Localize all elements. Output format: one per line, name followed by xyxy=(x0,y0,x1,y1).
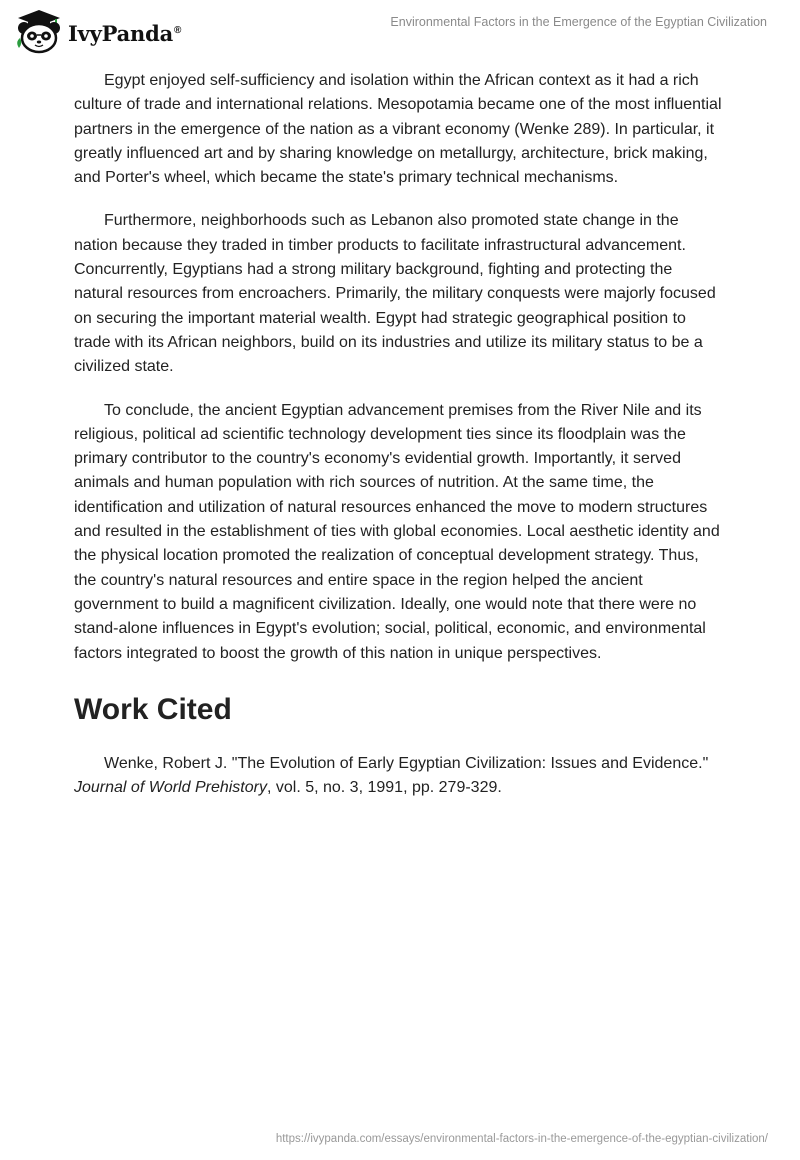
works-cited-heading: Work Cited xyxy=(74,692,232,726)
document-title: Environmental Factors in the Emergence of the Egyptian Civilization xyxy=(390,15,767,29)
ivypanda-logo[interactable] xyxy=(14,8,181,54)
citation-journal: Journal of World Prehistory xyxy=(74,779,267,797)
body-paragraph: To conclude, the ancient Egyptian advancement premises from the River Nile and its religious, political ad scientific technology development ties since its floodplain was the primary contributor to the country's economy's evidential growth. Importantly, it served animals and human population with rich sources of nutrition. At the same time, the identification and utilization of natural resources enhanced the move to modern structures and resulted in the establishment of ties with global economies. Local aesthetic identity and the physical location promoted the realization of conceptual development strategy. Thus, the country's natural resources and entire space in the region helped the ancient government to build a magnificent civilization. Ideally, one would note that there were no stand-alone influences in Egypt's evolution; social, political, economic, and environmental factors integrated to boost the growth of this nation in unique perspectives. xyxy=(74,401,720,662)
citation-details: , vol. 5, no. 3, 1991, pp. 279-329. xyxy=(266,779,502,797)
essay-content xyxy=(74,69,724,800)
logo-wordmark: IvyPanda® xyxy=(68,20,182,46)
panda-graduate-icon xyxy=(14,8,64,54)
registered-mark: ® xyxy=(174,24,182,36)
page-header xyxy=(0,0,800,60)
citation-author-title: Wenke, Robert J. "The Evolution of Early Egyptian Civilization: Issues and Evidence." xyxy=(104,754,709,772)
source-url[interactable]: https://ivypanda.com/essays/environmental-factors-in-the-emergence-of-the-egyptian-civilization/ xyxy=(275,1133,768,1145)
body-paragraph: Furthermore, neighborhoods such as Lebanon also promoted state change in the nation because they traded in timber products to facilitate infrastructural advancement. Concurrently, Egyptians had a strong military background, fighting and protecting the natural resources from encroachers. Primarily, the military conquests were majorly focused on securing the important material wealth. Egypt had strategic geographical position to trade with its African neighbors, build on its industries and utilize its military status to be a civilized state. xyxy=(74,212,716,376)
body-paragraph: Egypt enjoyed self-sufficiency and isolation within the African context as it had a rich culture of trade and international relations. Mesopotamia became one of the most influential partners in the emergence of the nation as a vibrant economy (Wenke 289). In particular, it greatly influenced art and by sharing knowledge on metallurgy, architecture, brick making, and Porter's wheel, which became the state's primary technical mechanisms. xyxy=(74,72,722,187)
citation-entry xyxy=(74,752,724,801)
